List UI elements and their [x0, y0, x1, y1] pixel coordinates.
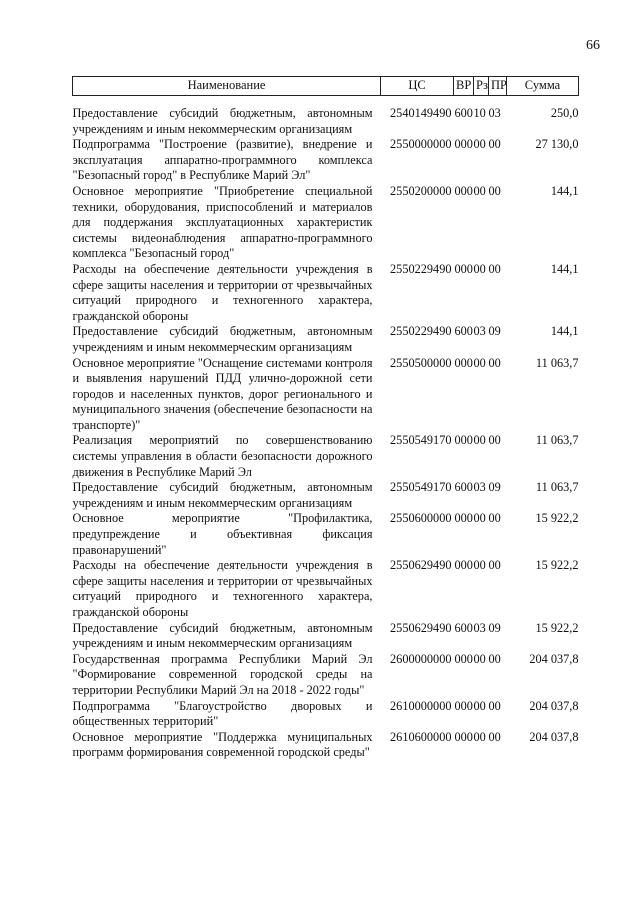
cell-rz: 00 [473, 558, 486, 573]
cell-sum: 15 922,2 [535, 511, 579, 526]
cell-rz: 00 [473, 261, 486, 276]
table-row [73, 480, 579, 511]
table-row [73, 699, 579, 730]
cell-name: Основное мероприятие "Поддержка муниципальных программ формирования современной городской среды" [72, 729, 373, 760]
cell-pr: 00 [488, 433, 501, 448]
cell-cs: 2540149490 [390, 106, 452, 120]
cell-name: Расходы на обеспечение деятельности учреждения в сфере защиты населения и территории от чрезвычайных ситуаций природного и техногенного характера, гражданской обороны [72, 558, 373, 619]
cell-pr: 09 [488, 480, 501, 495]
cell-pr: 09 [488, 324, 501, 339]
cell-pr: 09 [488, 620, 501, 635]
table-row [73, 356, 579, 434]
cell-pr: 00 [488, 558, 501, 573]
cell-name: Подпрограмма "Построение (развитие), внедрение и эксплуатация аппаратно-программного комплекса "Безопасный город" в Республике Марий Эл" [72, 137, 373, 183]
table-row [73, 730, 579, 761]
cell-rz: 00 [473, 183, 486, 198]
table-row [73, 511, 579, 558]
table-row [73, 106, 579, 137]
cell-cs: 2610000000 [390, 698, 452, 713]
cell-vr: 600 [454, 620, 473, 635]
table-row [73, 137, 579, 184]
cell-name: Предоставление субсидий бюджетным, автономным учреждениям и иным некоммерческим организациям [72, 480, 373, 510]
header-rz: Рз [474, 77, 489, 96]
cell-sum: 15 922,2 [535, 558, 579, 573]
table-row [73, 652, 579, 699]
cell-sum: 11 063,7 [535, 480, 579, 495]
cell-name: Предоставление субсидий бюджетным, автономным учреждениям и иным некоммерческим организациям [72, 620, 373, 651]
cell-pr: 03 [488, 106, 501, 120]
cell-rz: 00 [473, 511, 486, 526]
cell-sum: 250,0 [550, 106, 579, 120]
cell-sum: 144,1 [550, 183, 579, 198]
table-row [73, 433, 579, 480]
cell-vr: 600 [454, 324, 473, 339]
cell-vr: 600 [454, 106, 473, 120]
cell-pr: 00 [488, 651, 501, 666]
table-body [73, 106, 579, 761]
cell-sum: 144,1 [550, 261, 579, 276]
cell-sum: 204 037,8 [529, 651, 579, 666]
cell-pr: 00 [488, 137, 501, 152]
cell-rz: 00 [473, 651, 486, 666]
cell-name: Основное мероприятие "Профилактика, предупреждение и объективная фиксация правонарушений" [72, 511, 373, 557]
cell-cs: 2550000000 [390, 137, 452, 152]
table-row [73, 184, 579, 262]
table-row [73, 558, 579, 620]
cell-sum: 204 037,8 [529, 729, 579, 744]
cell-cs: 2550229490 [390, 324, 452, 339]
cell-name: Предоставление субсидий бюджетным, автономным учреждениям и иным некоммерческим организациям [72, 106, 373, 136]
header-name: Наименование [73, 77, 381, 96]
cell-sum: 144,1 [550, 324, 579, 339]
cell-name: Подпрограмма "Благоустройство дворовых и общественных территорий" [72, 698, 373, 729]
cell-cs: 2600000000 [390, 651, 452, 666]
cell-rz: 00 [473, 355, 486, 370]
header-sum: Сумма [507, 77, 579, 96]
cell-vr: 000 [454, 729, 473, 744]
cell-name: Основное мероприятие "Приобретение специальной техники, оборудования, приспособлений и материалов для поддержания эксплуатационных характеристик системы видеонаблюдения аппаратно-программного комплекса "Безопасный город" [72, 183, 373, 261]
table-row [73, 262, 579, 324]
cell-cs: 2550600000 [390, 511, 452, 526]
cell-pr: 00 [488, 698, 501, 713]
cell-cs: 2550200000 [390, 183, 452, 198]
cell-rz: 03 [473, 480, 486, 495]
cell-rz: 10 [473, 106, 486, 120]
cell-name: Реализация мероприятий по совершенствованию системы управления в области безопасности дорожного движения в Республике Марий Эл [72, 433, 373, 479]
cell-rz: 03 [473, 324, 486, 339]
cell-rz: 00 [473, 433, 486, 448]
cell-sum: 204 037,8 [529, 698, 579, 713]
cell-cs: 2550229490 [390, 261, 452, 276]
cell-vr: 000 [454, 355, 473, 370]
cell-cs: 2610600000 [390, 729, 452, 744]
cell-pr: 00 [488, 355, 501, 370]
budget-table [72, 76, 579, 761]
cell-vr: 000 [454, 433, 473, 448]
table-row [73, 621, 579, 652]
cell-vr: 000 [454, 137, 473, 152]
cell-rz: 00 [473, 729, 486, 744]
cell-name: Расходы на обеспечение деятельности учреждения в сфере защиты населения и территории от чрезвычайных ситуаций природного и техногенного характера, гражданской обороны [72, 261, 373, 323]
cell-vr: 000 [454, 261, 473, 276]
cell-name: Основное мероприятие "Оснащение системами контроля и выявления нарушений ПДД улично-дорожной сети городов и населенных пунктов, дорог регионального и муниципального значения (обеспечение безопасности на транспорте)" [72, 355, 373, 432]
cell-pr: 00 [488, 729, 501, 744]
header-cs: ЦС [381, 77, 454, 96]
table-header [73, 77, 579, 107]
cell-pr: 00 [488, 511, 501, 526]
cell-name: Государственная программа Республики Марий Эл "Формирование современной городской среды на территории Республики Марий Эл на 2018 - 2022 годы" [72, 651, 373, 697]
cell-cs: 2550629490 [390, 558, 452, 573]
cell-cs: 2550549170 [390, 480, 452, 495]
header-vr: ВР [454, 77, 474, 96]
cell-vr: 000 [454, 698, 473, 713]
cell-vr: 000 [454, 183, 473, 198]
cell-sum: 15 922,2 [535, 620, 579, 635]
cell-rz: 00 [473, 137, 486, 152]
cell-vr: 000 [454, 558, 473, 573]
cell-name: Предоставление субсидий бюджетным, автономным учреждениям и иным некоммерческим организациям [72, 324, 373, 354]
cell-cs: 2550500000 [390, 355, 452, 370]
cell-vr: 000 [454, 511, 473, 526]
cell-sum: 27 130,0 [535, 137, 579, 152]
cell-sum: 11 063,7 [535, 433, 579, 448]
table-row [73, 324, 579, 355]
page-number: 66 [586, 38, 600, 53]
cell-pr: 00 [488, 183, 501, 198]
header-pr: ПР [489, 77, 507, 96]
cell-sum: 11 063,7 [535, 355, 579, 370]
cell-pr: 00 [488, 261, 501, 276]
cell-vr: 600 [454, 480, 473, 495]
cell-cs: 2550549170 [390, 433, 452, 448]
cell-cs: 2550629490 [390, 620, 452, 635]
cell-rz: 03 [473, 620, 486, 635]
cell-vr: 000 [454, 651, 473, 666]
cell-rz: 00 [473, 698, 486, 713]
